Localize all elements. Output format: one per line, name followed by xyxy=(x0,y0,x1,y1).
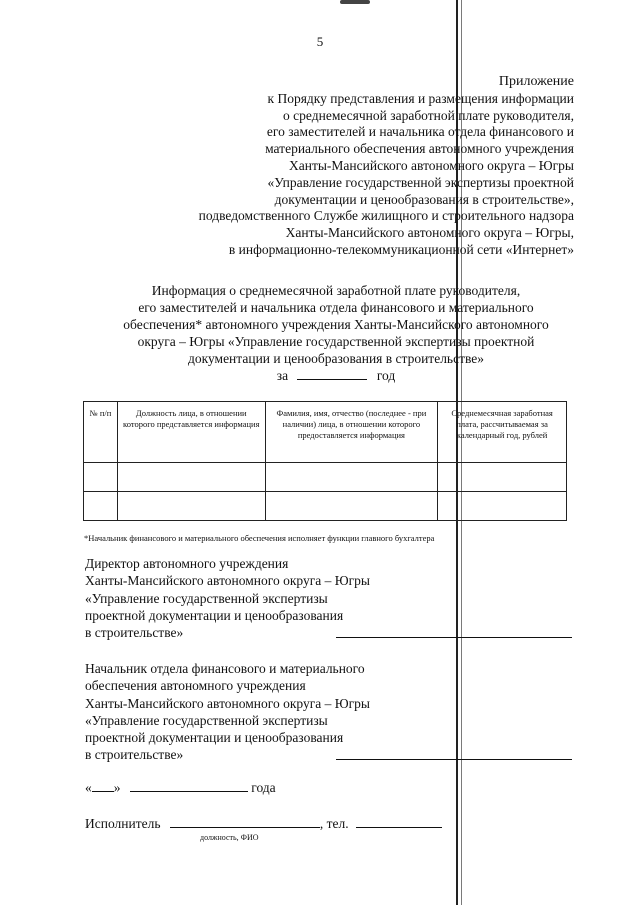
appendix-block xyxy=(94,74,574,259)
table-cell[interactable] xyxy=(84,492,118,521)
signature-line-text: Ханты-Мансийского автономного округа – Югры xyxy=(85,573,370,589)
date-close-quote: » xyxy=(113,780,121,795)
signature-line-text: проектной документации и ценообразования xyxy=(85,730,344,746)
signature-line-text: в строительстве» xyxy=(85,747,184,763)
year-suffix: год xyxy=(376,368,396,383)
date-open-quote: « xyxy=(85,780,92,795)
phone-blank[interactable] xyxy=(356,815,442,828)
table-header-row xyxy=(84,402,567,463)
table-cell[interactable] xyxy=(117,492,265,521)
heading-line: документации и ценообразования в строительстве» xyxy=(187,351,485,366)
header-full-name: Фамилия, имя, отчество (последнее - при наличии) лица, в отношении которого предоставляется информация xyxy=(265,402,438,463)
appendix-line: «Управление государственной экспертизы проектной xyxy=(267,174,574,190)
executor-label: Исполнитель xyxy=(85,816,161,831)
page-number: 5 xyxy=(316,34,324,49)
heading-line: Информация о среднемесячной заработной плате руководителя, xyxy=(151,283,521,298)
appendix-line: Ханты-Мансийского автономного округа – Югры xyxy=(289,157,574,173)
signature-line-text: Директор автономного учреждения xyxy=(85,556,289,571)
header-salary: Среднемесячная заработная плата, рассчитываемая за календарный год, рублей xyxy=(438,402,567,463)
scan-artifact xyxy=(340,0,370,4)
table-cell[interactable] xyxy=(117,463,265,492)
year-blank[interactable] xyxy=(297,367,367,380)
appendix-line: подведомственного Службе жилищного и строительного надзора xyxy=(198,208,574,224)
director-signature-block xyxy=(85,555,405,641)
table-row xyxy=(84,463,567,492)
header-position: Должность лица, в отношении которого представляется информация xyxy=(117,402,265,463)
info-heading xyxy=(96,282,576,384)
year-prefix: за xyxy=(276,368,289,383)
signature-line-text: обеспечения автономного учреждения xyxy=(85,678,306,694)
appendix-line: его заместителей и начальника отдела финансового и xyxy=(266,124,574,140)
signature-line-text: в строительстве» xyxy=(85,625,184,641)
signature-line-text: Начальник отдела финансового и материального xyxy=(85,661,365,676)
table-row xyxy=(84,492,567,521)
tel-label: , тел. xyxy=(319,816,349,831)
header-number: № п/п xyxy=(84,402,118,463)
finance-head-signature-block xyxy=(85,660,425,764)
date-row xyxy=(85,779,276,796)
table-cell[interactable] xyxy=(265,492,438,521)
table-cell[interactable] xyxy=(438,463,567,492)
executor-row xyxy=(85,815,605,832)
month-blank[interactable] xyxy=(130,779,248,792)
finance-head-signature-field[interactable] xyxy=(336,758,572,760)
footnote: *Начальник финансового и материального обеспечения исполняет функции главного бухгалтера xyxy=(84,533,435,543)
heading-line: обеспечения* автономного учреждения Ханты-Мансийского автономного xyxy=(123,317,549,332)
director-signature-field[interactable] xyxy=(336,636,572,638)
appendix-line: к Порядку представления и размещения информации xyxy=(267,90,574,106)
day-blank[interactable] xyxy=(92,779,114,792)
signature-line-text: проектной документации и ценообразования xyxy=(85,607,344,623)
appendix-title: Приложение xyxy=(498,74,574,89)
appendix-line: Ханты-Мансийского автономного округа – Югры, xyxy=(285,225,574,241)
heading-line: его заместителей и начальника отдела финансового и материального xyxy=(138,300,534,315)
table-cell[interactable] xyxy=(438,492,567,521)
appendix-line: документации и ценообразования в строительстве», xyxy=(274,191,574,207)
signature-line-text: «Управление государственной экспертизы xyxy=(85,712,328,728)
year-line xyxy=(96,367,576,384)
table-cell[interactable] xyxy=(84,463,118,492)
appendix-line: в информационно-телекоммуникационной сети «Интернет» xyxy=(228,241,574,257)
info-table xyxy=(83,401,567,521)
signature-line-text: «Управление государственной экспертизы xyxy=(85,590,328,606)
appendix-line: о среднемесячной заработной плате руководителя, xyxy=(283,107,574,123)
appendix-line: материального обеспечения автономного учреждения xyxy=(265,141,574,157)
signature-line-text: Ханты-Мансийского автономного округа – Югры xyxy=(85,695,370,711)
executor-name-blank[interactable] xyxy=(170,815,320,828)
table-cell[interactable] xyxy=(265,463,438,492)
executor-caption: должность, ФИО xyxy=(200,833,259,842)
heading-line: округа – Югры «Управление государственной экспертизы проектной xyxy=(137,334,535,349)
date-suffix: года xyxy=(251,780,276,795)
